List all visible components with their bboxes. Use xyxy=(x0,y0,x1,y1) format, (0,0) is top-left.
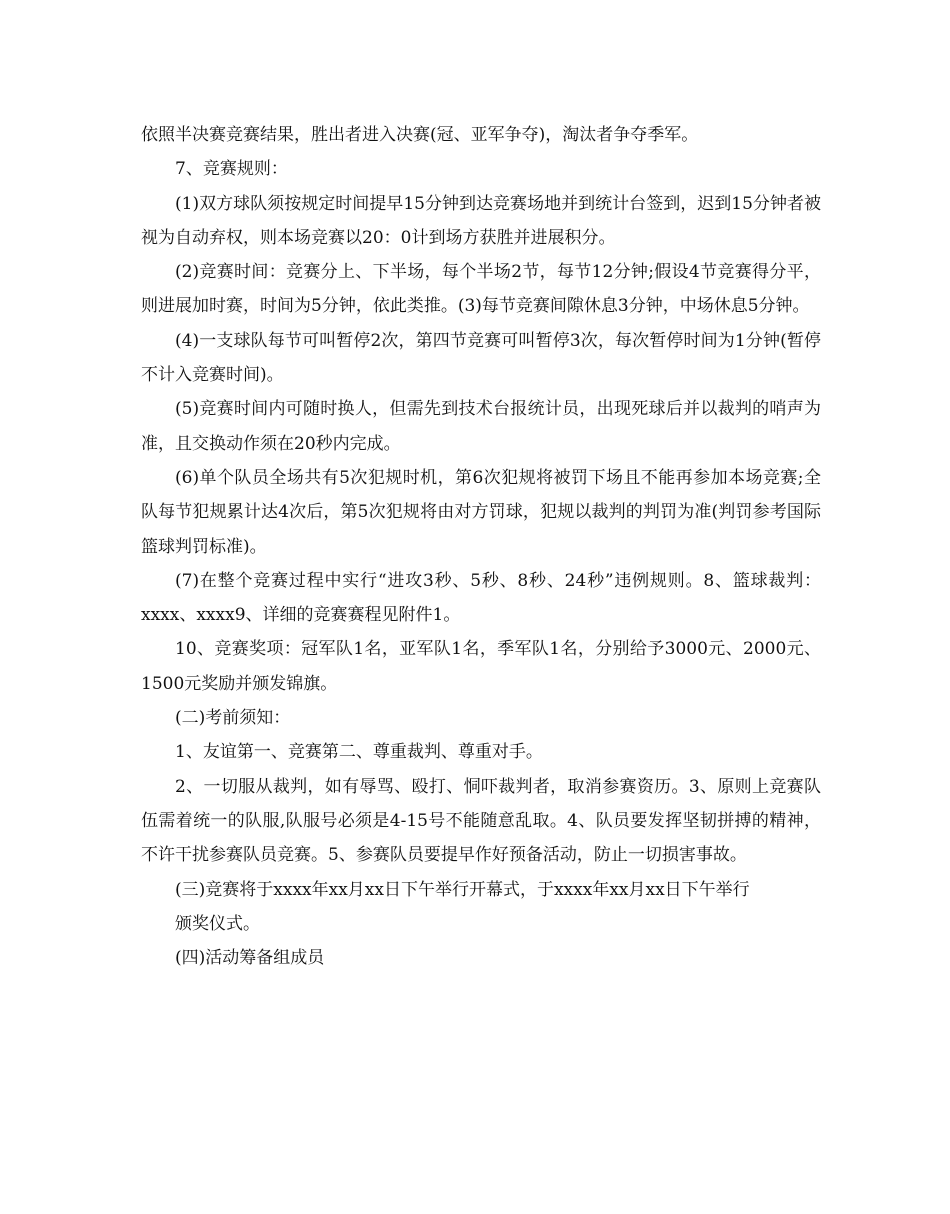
paragraph-note-1: 1、友谊第一、竞赛第二、尊重裁判、尊重对手。 xyxy=(175,742,543,763)
paragraph-semifinal-result: 依照半决赛竞赛结果，胜出者进入决赛(冠、亚军争夺)，淘汰者争夺季军。 xyxy=(141,125,699,145)
heading-notes: (二)考前须知： xyxy=(175,708,291,729)
paragraph-awards: 10、竞赛奖项：冠军队1名，亚军队1名，季军队1名，分别给予3000元、2000元、1500元奖励并颁发锦旗。 xyxy=(141,639,821,694)
paragraph-rule-5: (5)竞赛时间内可随时换人，但需先到技术台报统计员，出现死球后并以裁判的哨声为准，且交换动作须在20秒内完成。 xyxy=(141,399,821,454)
paragraph-rule-7-8-9: (7)在整个竞赛过程中实行“进攻3秒、5秒、8秒、24秒”违例规则。8、篮球裁判：xxxx、xxxx9、详细的竞赛赛程见附件1。 xyxy=(141,570,821,626)
document-page xyxy=(141,118,821,975)
paragraph-ceremony-schedule: (三)竞赛将于xxxx年xx月xx日下午举行开幕式，于xxxx年xx月xx日下午举行 xyxy=(175,879,750,900)
heading-competition-rules: 7、竞赛规则： xyxy=(175,159,288,180)
paragraph-rule-4: (4)一支球队每节可叫暂停2次，第四节竞赛可叫暂停3次，每次暂停时间为1分钟(暂停不计入竞赛时间)。 xyxy=(141,330,821,386)
paragraph-notes-2-5: 2、一切服从裁判，如有辱骂、殴打、恫吓裁判者，取消参赛资历。3、原则上竞赛队伍需着统一的队服,队服号必须是4-15号不能随意乱取。4、队员要发挥坚韧拼搏的精神，不许干扰参赛队员竞赛。5、参赛队员要提早作好预备活动，防止一切损害事故。 xyxy=(141,776,821,866)
paragraph-rule-6: (6)单个队员全场共有5次犯规时机，第6次犯规将被罚下场且不能再参加本场竞赛;全队每节犯规累计达4次后，第5次犯规将由对方罚球，犯规以裁判的判罚为准(判罚参考国际篮球判罚标准)。 xyxy=(141,467,821,557)
paragraph-rule-1: (1)双方球队须按规定时间提早15分钟到达竞赛场地并到统计台签到，迟到15分钟者被视为自动弃权，则本场竞赛以20：0计到场方获胜并进展积分。 xyxy=(141,193,821,248)
paragraph-rule-2-3: (2)竞赛时间：竞赛分上、下半场，每个半场2节，每节12分钟;假设4节竞赛得分平，则进展加时赛，时间为5分钟，依此类推。(3)每节竞赛间隙休息3分钟，中场休息5分钟。 xyxy=(141,262,821,317)
heading-organizing-committee: (四)活动筹备组成员 xyxy=(175,948,325,969)
paragraph-award-ceremony: 颁奖仪式。 xyxy=(175,913,260,934)
